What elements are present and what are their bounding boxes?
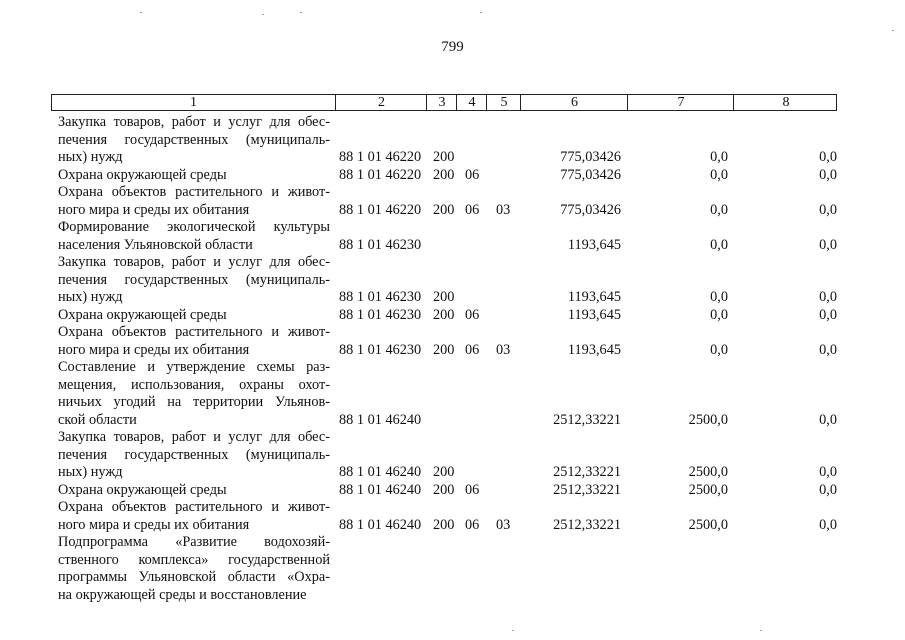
row-code: 88 1 01 46230 (339, 236, 422, 253)
row-code: 88 1 01 46220 (339, 149, 422, 165)
row-code: 88 1 01 46220 (339, 166, 422, 183)
table-row (0, 219, 905, 254)
row-name (58, 359, 330, 429)
row-name-line: Закупка товаров, работ и услуг для обес- (58, 114, 330, 130)
row-col6: 2512,33221 (553, 411, 621, 428)
row-name-line: ных) нужд (58, 149, 123, 165)
table-row (0, 499, 905, 534)
row-name-line: ного мира и среды их обитания (58, 516, 250, 533)
row-name-line: Охрана окружающей среды (58, 306, 227, 323)
row-subsection: 03 (496, 341, 511, 358)
row-col6: 775,03426 (560, 201, 621, 218)
row-col8: 0,0 (819, 289, 837, 305)
row-name (58, 307, 330, 325)
row-name-line: ных) нужд (58, 289, 123, 305)
row-name-line: мещения, использования, охраны охот- (58, 376, 330, 393)
row-name-line: Подпрограмма «Развитие водохозяй- (58, 534, 330, 550)
row-code: 88 1 01 46230 (339, 289, 422, 305)
row-name-line: на окружающей среды и восстановление (58, 586, 307, 603)
row-name (58, 534, 330, 604)
row-col8: 0,0 (819, 411, 837, 428)
header-col-6: 6 (520, 95, 628, 110)
row-name (58, 114, 330, 167)
row-name-line: печения государственных (муниципаль- (58, 131, 330, 148)
row-name-line: Охрана объектов растительного и живот- (58, 184, 330, 200)
row-col7: 0,0 (710, 166, 728, 183)
row-code: 88 1 01 46220 (339, 201, 422, 218)
scan-speck (760, 630, 762, 631)
row-name (58, 167, 330, 185)
row-col6: 775,03426 (560, 149, 621, 165)
row-expense-type: 200 (433, 306, 455, 323)
row-name (58, 324, 330, 359)
row-name (58, 499, 330, 534)
row-name (58, 482, 330, 500)
table-row (0, 254, 905, 307)
row-name-line: Охрана окружающей среды (58, 481, 227, 498)
header-col-1: 1 (190, 95, 197, 110)
row-name (58, 184, 330, 219)
scan-speck (262, 14, 264, 15)
header-col-4: 4 (456, 95, 487, 110)
row-col8: 0,0 (819, 149, 837, 165)
row-col7: 0,0 (710, 289, 728, 305)
page-number: 799 (441, 39, 464, 55)
row-col7: 0,0 (710, 149, 728, 165)
row-name (58, 254, 330, 307)
table-row (0, 482, 905, 500)
row-col7: 0,0 (710, 201, 728, 218)
row-section: 06 (465, 341, 480, 358)
row-expense-type: 200 (433, 516, 455, 533)
table-row (0, 429, 905, 482)
row-subsection: 03 (496, 516, 511, 533)
table-header (51, 94, 837, 111)
row-expense-type: 200 (433, 341, 455, 358)
row-col7: 2500,0 (688, 411, 728, 428)
row-subsection: 03 (496, 201, 511, 218)
row-name-line: ного мира и среды их обитания (58, 341, 250, 358)
header-col-5: 5 (486, 95, 521, 110)
row-col8: 0,0 (819, 481, 837, 498)
row-code: 88 1 01 46230 (339, 306, 422, 323)
row-col6: 2512,33221 (553, 464, 621, 480)
row-col6: 1193,645 (567, 341, 621, 358)
row-section: 06 (465, 481, 480, 498)
table-row (0, 307, 905, 325)
row-code: 88 1 01 46230 (339, 341, 422, 358)
row-name-line: Охрана окружающей среды (58, 166, 227, 183)
row-col6: 2512,33221 (553, 516, 621, 533)
row-col7: 2500,0 (688, 516, 728, 533)
row-name-line: населения Ульяновской области (58, 236, 253, 253)
row-name-line: ничьих угодий на территории Ульянов- (58, 394, 330, 410)
row-name-line: ственного комплекса» государственной (58, 551, 330, 568)
row-name-line: Охрана объектов растительного и живот- (58, 499, 330, 515)
header-col-3: 3 (426, 95, 457, 110)
row-section: 06 (465, 516, 480, 533)
table-row (0, 534, 905, 604)
row-name-line: Охрана объектов растительного и живот- (58, 324, 330, 340)
row-col8: 0,0 (819, 166, 837, 183)
row-name-line: ного мира и среды их обитания (58, 201, 250, 218)
row-code: 88 1 01 46240 (339, 464, 422, 480)
row-expense-type: 200 (433, 464, 455, 480)
row-col7: 2500,0 (688, 464, 728, 480)
header-col-7: 7 (627, 95, 734, 110)
row-code: 88 1 01 46240 (339, 481, 422, 498)
row-expense-type: 200 (433, 289, 455, 305)
row-col8: 0,0 (819, 341, 837, 358)
row-code: 88 1 01 46240 (339, 411, 422, 428)
row-name-line: Формирование экологической культуры (58, 219, 330, 235)
scan-speck (512, 630, 514, 631)
row-expense-type: 200 (433, 149, 455, 165)
row-expense-type: 200 (433, 481, 455, 498)
row-col8: 0,0 (819, 464, 837, 480)
row-code: 88 1 01 46240 (339, 516, 422, 533)
header-col-8: 8 (733, 95, 838, 110)
row-col7: 2500,0 (688, 481, 728, 498)
row-expense-type: 200 (433, 166, 455, 183)
row-col6: 2512,33221 (553, 481, 621, 498)
row-col8: 0,0 (819, 306, 837, 323)
table-row (0, 324, 905, 359)
row-col6: 775,03426 (560, 166, 621, 183)
scan-speck (892, 30, 894, 31)
row-name (58, 429, 330, 482)
row-section: 06 (465, 166, 480, 183)
row-col6: 1193,645 (567, 236, 621, 253)
row-name (58, 219, 330, 254)
table-row (0, 167, 905, 185)
row-col8: 0,0 (819, 516, 837, 533)
row-col7: 0,0 (710, 341, 728, 358)
row-col8: 0,0 (819, 236, 837, 253)
row-section: 06 (465, 201, 480, 218)
scan-speck (140, 12, 142, 13)
row-name-line: ных) нужд (58, 464, 123, 480)
row-col8: 0,0 (819, 201, 837, 218)
row-name-line: Закупка товаров, работ и услуг для обес- (58, 254, 330, 270)
row-name-line: печения государственных (муниципаль- (58, 446, 330, 463)
table-row (0, 184, 905, 219)
row-section: 06 (465, 306, 480, 323)
row-name-line: ской области (58, 411, 137, 428)
row-name-line: печения государственных (муниципаль- (58, 271, 330, 288)
row-name-line: программы Ульяновской области «Охра- (58, 569, 330, 585)
table-row (0, 114, 905, 167)
table-row (0, 359, 905, 429)
row-name-line: Закупка товаров, работ и услуг для обес- (58, 429, 330, 445)
scan-speck (480, 12, 482, 13)
row-col6: 1193,645 (567, 306, 621, 323)
row-col7: 0,0 (710, 306, 728, 323)
row-expense-type: 200 (433, 201, 455, 218)
header-col-2: 2 (335, 95, 427, 110)
scan-speck (300, 12, 302, 13)
row-col6: 1193,645 (567, 289, 621, 305)
row-name-line: Составление и утверждение схемы раз- (58, 359, 330, 375)
row-col7: 0,0 (710, 236, 728, 253)
